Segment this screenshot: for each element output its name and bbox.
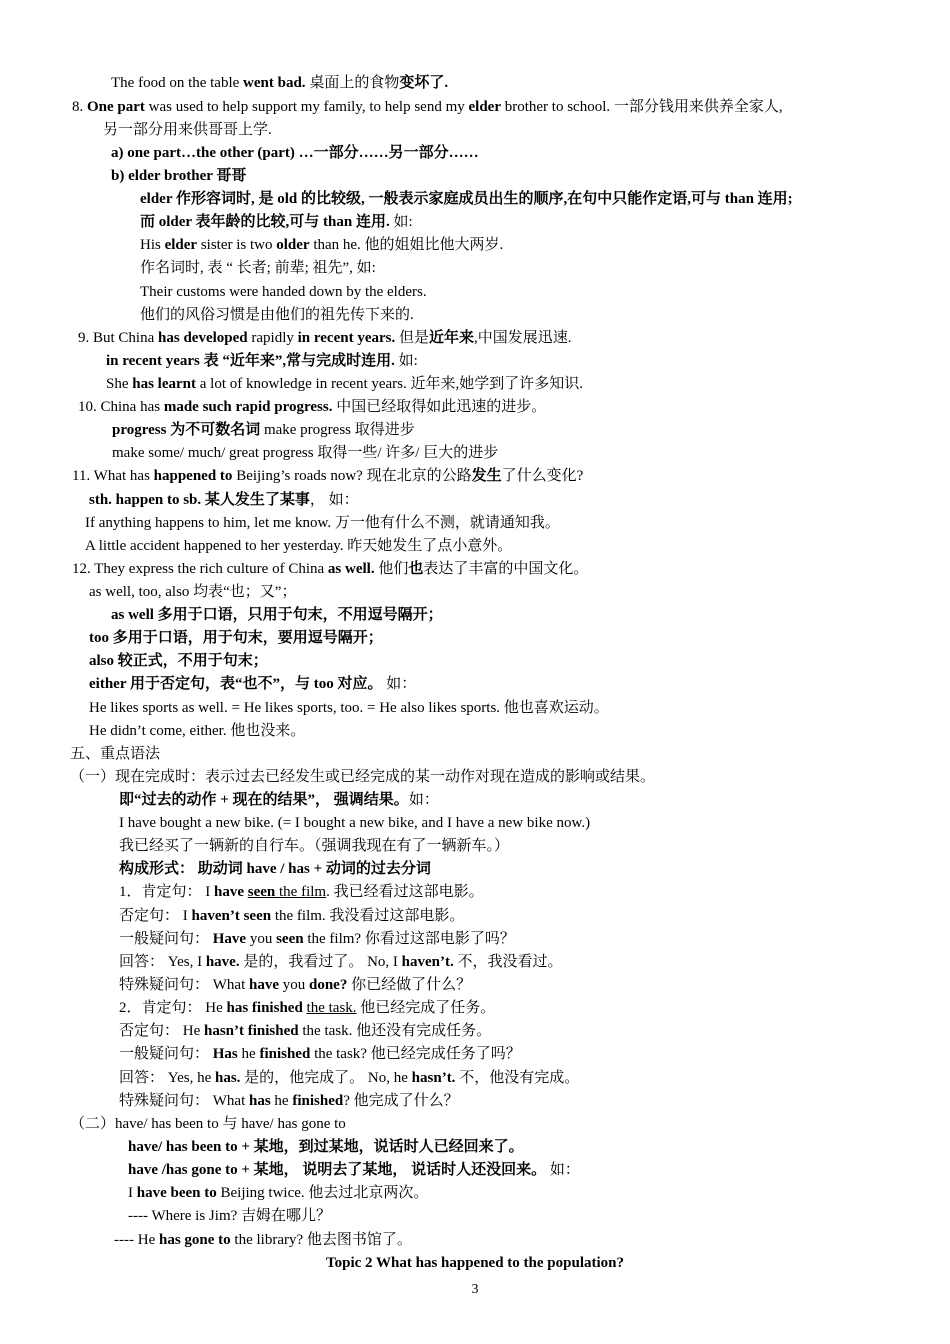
text-run: made such rapid progress. bbox=[163, 399, 333, 415]
text-run: went bad. bbox=[243, 75, 306, 91]
text-line bbox=[140, 305, 414, 325]
text-run: a lot of knowledge in recent years. 近年来,她学到了许多知识. bbox=[196, 376, 584, 392]
text-run: I have bought a new bike. (= I bought a new bike, and I have a new bike now.) bbox=[119, 815, 591, 831]
text-run: have/ has been to + 某地，到过某地，说话时人已经回来了。 bbox=[128, 1139, 524, 1155]
text-line bbox=[106, 374, 583, 394]
text-run: 特殊疑问句： What bbox=[119, 977, 249, 993]
text-run: （一）现在完成时：表示过去已经发生或已经完成的某一动作对现在造成的影响或结果。 bbox=[70, 769, 656, 785]
text-run: Have bbox=[212, 931, 247, 947]
text-run: 如： bbox=[546, 1162, 580, 1178]
text-run: in recent years 表 “近年来”,常与完成时连用. bbox=[106, 353, 395, 369]
text-run: sister is two bbox=[197, 237, 277, 253]
text-line bbox=[128, 1160, 580, 1180]
text-run: haven’t seen bbox=[191, 908, 272, 924]
text-line bbox=[85, 536, 512, 556]
text-run: He didn’t come, either. 他也没来。 bbox=[89, 723, 306, 739]
text-line bbox=[119, 1068, 579, 1088]
text-line bbox=[72, 559, 588, 579]
text-run: done? bbox=[308, 977, 348, 993]
text-run: seen bbox=[247, 884, 276, 900]
text-line bbox=[89, 490, 359, 510]
text-run: has. bbox=[214, 1070, 241, 1086]
text-run: Beijing’s roads now? 现在北京的公路 bbox=[232, 468, 472, 484]
text-run: 他已经完成了任务。 bbox=[356, 1000, 496, 1016]
text-run: has learnt bbox=[132, 376, 196, 392]
text-run: make some/ much/ great progress 取得一些/ 许多/ 巨大的进步 bbox=[112, 445, 499, 461]
text-run: older bbox=[276, 237, 310, 253]
text-run: 他们的风俗习惯是由他们的祖先传下来的. bbox=[140, 307, 414, 323]
text-run: ---- He bbox=[114, 1232, 159, 1248]
text-run: A little accident happened to her yesterday. 昨天她发生了点小意外。 bbox=[85, 538, 513, 554]
text-run: 2．肯定句： He bbox=[119, 1000, 227, 1016]
text-run: the task. 他还没有完成任务。 bbox=[298, 1023, 492, 1039]
text-run: Has bbox=[212, 1046, 238, 1062]
text-run: 是的，他完成了。 No, he bbox=[240, 1070, 412, 1086]
text-run: （二）have/ has been to 与 have/ has gone to bbox=[70, 1116, 346, 1132]
text-run: brother to school. 一部分钱用来供养全家人, bbox=[500, 99, 783, 115]
text-run: 桌面上的食物 bbox=[305, 75, 400, 91]
text-run: ---- Where is Jim? 吉姆在哪儿？ bbox=[128, 1208, 332, 1224]
text-run: I bbox=[128, 1185, 137, 1201]
text-line bbox=[103, 120, 272, 140]
text-run: One part bbox=[87, 99, 145, 115]
text-line bbox=[119, 998, 495, 1018]
text-run: Their customs were handed down by the elders. bbox=[140, 284, 427, 300]
text-run: 即“过去的动作 + 现在的结果”， 强调结果。 bbox=[119, 792, 409, 808]
text-run: elder 作形容词时, 是 old 的比较级, 一般表示家庭成员出生的顺序,在句中只能作定语,可与 than 连用; bbox=[140, 191, 793, 207]
text-line bbox=[111, 143, 479, 163]
text-run: rapidly bbox=[247, 330, 298, 346]
text-run: 也 bbox=[408, 561, 424, 577]
text-line bbox=[140, 235, 503, 255]
text-run: ， 如： bbox=[309, 492, 359, 508]
text-run: too 多用于口语，用于句末，要用逗号隔开； bbox=[89, 630, 383, 646]
text-run: Beijing twice. 他去过北京两次。 bbox=[216, 1185, 429, 1201]
text-run: has bbox=[248, 1093, 271, 1109]
text-run: 如： bbox=[408, 792, 439, 808]
text-line bbox=[89, 582, 296, 602]
text-line bbox=[111, 166, 246, 186]
text-line bbox=[114, 1230, 412, 1250]
text-run: His bbox=[140, 237, 165, 253]
text-line bbox=[140, 212, 413, 232]
text-run: he bbox=[237, 1046, 260, 1062]
text-line bbox=[70, 744, 160, 764]
text-run: the film bbox=[275, 884, 327, 900]
text-line bbox=[140, 282, 427, 302]
text-line bbox=[112, 420, 415, 440]
text-run: ,中国发展迅速. bbox=[474, 330, 572, 346]
text-run: progress 为不可数名词 bbox=[112, 422, 261, 438]
text-run: elder bbox=[164, 237, 198, 253]
text-run: have bbox=[214, 884, 244, 900]
text-line bbox=[106, 351, 418, 371]
text-run: has developed bbox=[158, 330, 248, 346]
text-run: hasn’t finished bbox=[204, 1023, 299, 1039]
text-line bbox=[140, 189, 793, 209]
text-line bbox=[89, 674, 416, 694]
text-run: 但是 bbox=[395, 330, 430, 346]
text-run: happened to bbox=[153, 468, 233, 484]
text-run: the film? 你看过这部电影了吗？ bbox=[303, 931, 515, 947]
text-run: as well. bbox=[327, 561, 375, 577]
text-run: finished bbox=[292, 1093, 344, 1109]
text-line bbox=[89, 651, 268, 671]
text-run: 11. What has bbox=[72, 468, 154, 484]
text-run: also 较正式，不用于句末； bbox=[89, 653, 268, 669]
text-line bbox=[112, 443, 498, 463]
text-run: 9. But China bbox=[78, 330, 159, 346]
text-run: you bbox=[246, 931, 277, 947]
text-run: have bbox=[248, 977, 279, 993]
text-run: 否定句： He bbox=[119, 1023, 204, 1039]
text-line bbox=[119, 836, 509, 856]
page-number: 3 bbox=[471, 1282, 479, 1297]
text-run: haven’t. bbox=[401, 954, 454, 970]
text-run: 一般疑问句： bbox=[119, 931, 213, 947]
text-run: has finished bbox=[226, 1000, 303, 1016]
text-line bbox=[70, 1114, 346, 1134]
text-run: as well 多用于口语，只用于句末，不用逗号隔开； bbox=[111, 607, 443, 623]
text-run: 近年来 bbox=[429, 330, 475, 346]
text-run: the task. bbox=[306, 1000, 357, 1016]
text-run: the library? 他去图书馆了。 bbox=[230, 1232, 412, 1248]
text-run: She bbox=[106, 376, 133, 392]
text-run: 表达了丰富的中国文化。 bbox=[423, 561, 589, 577]
text-run: elder bbox=[468, 99, 501, 115]
text-line bbox=[70, 767, 655, 787]
text-run: have /has gone to + 某地， 说明去了某地， 说话时人还没回来。 bbox=[128, 1162, 547, 1178]
text-line bbox=[128, 1183, 428, 1203]
text-line bbox=[89, 721, 305, 741]
text-run: If anything happens to him, let me know. 万一他有什么不测，就请通知我。 bbox=[85, 515, 560, 531]
text-run: 我已经买了一辆新的自行车。（强调我现在有了一辆新车。） bbox=[119, 838, 510, 854]
text-line bbox=[72, 466, 583, 486]
text-line bbox=[119, 952, 563, 972]
text-run: 变坏了. bbox=[399, 75, 449, 91]
text-line bbox=[128, 1137, 524, 1157]
text-line bbox=[119, 813, 590, 833]
text-run: 如: bbox=[394, 353, 418, 369]
text-run: 作名词时, 表 “ 长者; 前辈; 祖先”, 如: bbox=[140, 260, 376, 276]
text-run: he bbox=[270, 1093, 293, 1109]
text-run: than he. 他的姐姐比他大两岁. bbox=[309, 237, 504, 253]
text-run: 不，我没看过。 bbox=[453, 954, 563, 970]
text-line bbox=[119, 929, 515, 949]
text-line bbox=[119, 906, 464, 926]
text-line bbox=[119, 1091, 459, 1111]
text-run: 中国已经取得如此迅速的进步。 bbox=[332, 399, 547, 415]
text-line bbox=[119, 975, 471, 995]
text-line bbox=[72, 97, 783, 117]
text-run: finished bbox=[259, 1046, 311, 1062]
text-run: as well, too, also 均表“也；又”； bbox=[89, 584, 297, 600]
text-run: 如： bbox=[382, 676, 417, 692]
text-run: 五、重点语法 bbox=[70, 746, 161, 762]
text-run: the film. 我没看过这部电影。 bbox=[271, 908, 465, 924]
text-run: either 用于否定句，表“也不”，与 too 对应。 bbox=[89, 676, 383, 692]
text-run: 如: bbox=[389, 214, 413, 230]
text-line bbox=[111, 605, 443, 625]
text-run: 构成形式： 助动词 have / has + 动词的过去分词 bbox=[119, 861, 431, 877]
text-run: He likes sports as well. = He likes sports, too. = He also likes sports. 他也喜欢运动。 bbox=[89, 700, 609, 716]
text-run: hasn’t. bbox=[411, 1070, 456, 1086]
topic-heading: Topic 2 What has happened to the population? bbox=[325, 1255, 624, 1271]
text-run: 12. They express the rich culture of China bbox=[72, 561, 328, 577]
text-run: 不，他没有完成。 bbox=[455, 1070, 580, 1086]
text-run: 发生 bbox=[471, 468, 502, 484]
text-run: in recent years. bbox=[297, 330, 396, 346]
text-run: 了什么变化? bbox=[501, 468, 584, 484]
text-line bbox=[89, 698, 609, 718]
text-run: 回答： Yes, he bbox=[119, 1070, 215, 1086]
text-line bbox=[140, 258, 376, 278]
text-line bbox=[119, 1021, 491, 1041]
text-run: 你已经做了什么？ bbox=[347, 977, 472, 993]
text-run: 另一部分用来供哥哥上学. bbox=[103, 122, 272, 138]
text-run: 1．肯定句： I bbox=[119, 884, 214, 900]
text-run: The food on the table bbox=[111, 75, 244, 91]
text-run: seen bbox=[276, 931, 304, 947]
text-line bbox=[78, 397, 546, 417]
text-run: has gone to bbox=[158, 1232, 231, 1248]
text-run: 8. bbox=[72, 99, 87, 115]
text-line bbox=[119, 1044, 521, 1064]
text-line bbox=[119, 790, 439, 810]
text-line bbox=[128, 1206, 331, 1226]
text-run: sth. happen to sb. 某人发生了某事 bbox=[89, 492, 310, 508]
text-run: 回答： Yes, I bbox=[119, 954, 206, 970]
text-line bbox=[119, 882, 484, 902]
text-run: ? 他完成了什么？ bbox=[343, 1093, 459, 1109]
text-run: was used to help support my family, to help send my bbox=[144, 99, 469, 115]
text-run: 而 older 表年龄的比较,可与 than 连用. bbox=[140, 214, 390, 230]
text-run: have. bbox=[205, 954, 240, 970]
text-run: b) elder brother 哥哥 bbox=[111, 168, 247, 184]
text-run: 特殊疑问句： What bbox=[119, 1093, 249, 1109]
text-line bbox=[78, 328, 572, 348]
text-run: you bbox=[278, 977, 309, 993]
text-run: the task? 他已经完成任务了吗？ bbox=[310, 1046, 521, 1062]
text-run: a) one part…the other (part) …一部分……另一部分…… bbox=[111, 145, 479, 161]
text-run: 是的，我看过了。 No, I bbox=[239, 954, 402, 970]
text-line bbox=[85, 513, 560, 533]
text-run: 否定句： I bbox=[119, 908, 192, 924]
text-line bbox=[119, 859, 431, 879]
text-run: 他们 bbox=[374, 561, 409, 577]
text-run: 一般疑问句： bbox=[119, 1046, 213, 1062]
text-line bbox=[89, 628, 383, 648]
text-run: 10. China has bbox=[78, 399, 164, 415]
text-run: have been to bbox=[136, 1185, 217, 1201]
text-run: make progress 取得进步 bbox=[260, 422, 415, 438]
text-run: . 我已经看过这部电影。 bbox=[326, 884, 484, 900]
text-line bbox=[111, 73, 448, 93]
